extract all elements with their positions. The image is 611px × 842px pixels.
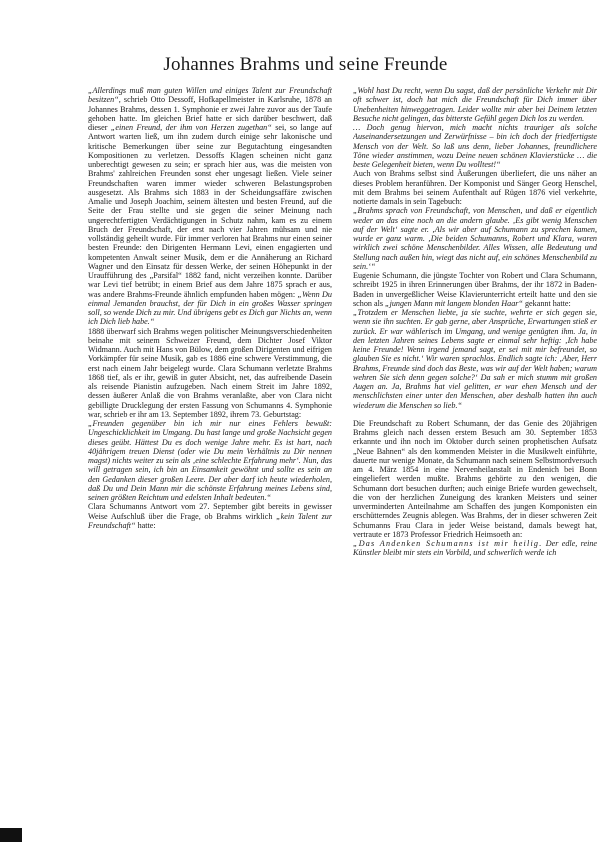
paragraph (88, 327, 332, 420)
paragraph (353, 169, 597, 206)
left-column (88, 86, 332, 826)
quote-text: „Trotzdem er Menschen liebte, ja sie suchte, wehrte er sich gegen sie, wenn sie ihn suchten. Er gab gerne, aber Ansprüche, Erwartungen stieß er zurück. Er war wählerisch im Umgang, und wenige genügten ihm. Ja, in den letzten Jahren seines Lebens sagte er einmal sehr heftig: ‚Ich habe keine Freunde! Wenn irgend jemand sagt, er sei mit mir befreundet, so glauben Sie es nicht.‘ Wir waren sprachlos. Endlich sagte ich: ‚Aber, Herr Brahms, Freunde sind doch das Beste, was wir auf der Welt haben; warum wehren Sie sich denn gegen solche?‘ Da sah er mich stumm mit großen Augen an. Ja, Brahms hat viel gelitten, er war ehen Mensch und der menschlichsten einer unter den Menschen, aber deshalb hatten ihn auch wiederum die Menschen so lieb.“ (353, 308, 597, 410)
body-text: Clara Schumanns Antwort vom 27. September gibt bereits in gewisser Weise Aufschluß über die Frage, ob Brahms wirklich (88, 502, 332, 521)
paragraph (88, 419, 332, 502)
quote-text: „Brahms sprach von Freundschaft, von Menschen, und daß er eigentlich weder an das eine noch an die andern glaube. ‚Es gibt wenig Menschen auf der Welt‘ sagte er. ‚Als wir aber auf Schumann zu sprechen kamen, wurde er ganz warm. ‚Die beiden Schumanns, Robert und Klara, waren wirklich zwei schöne Menschenbilder. Alles Wissen, alle Bedeutung und Stellung nach außen hin, wiegt das nicht auf, ein schönes Menschenbild zu sein.‘“ (353, 206, 597, 271)
body-text: sei, so lange auf Antwort warten ließ, um ihn zudem durch einige sehr lakonische und kritische Bemerkungen über seine zur Begutachtung eingesandten Kompositionen zu verletzen. Dessoffs Klagen scheinen nicht ganz unberechtigt gewesen zu sein; er sprach hier aus, was die meisten von Brahms' zahlreichen Freunden sonst eher ungesagt ließen. Viele seiner Freundschaften waren immer wieder schweren Belastungsproben ausgesetzt. Als Brahms sich 1883 in der Scheidungsaffäre zwischen Amalie und Joseph Joachim, seinem ältesten und besten Freund, auf die Seite der Frau stellte und sie gegen die seiner Meinung nach ungerechtfertigten Verdächtigungen in Schutz nahm, kam es zu einem Bruch der Freundschaft, der erst nach vier Jahren mühsam und nie vollständig geheilt wurde. Für immer verloren hat Brahms nur einen seiner besten Freunde: den Dirigenten Hermann Levi, einen engagierten und kompetenten Anwalt seiner Musik, dem er die Annäherung an Richard Wagner und den Einsatz für dessen Werke, der seinen Höhepunkt in der Uraufführung des „Parsifal“ 1882 fand, nicht verzeihen konnte. Darüber war Levi tief betrübt; in einem Brief aus dem Jahre 1875 sprach er aus, was andere Brahms-Freunde ähnlich empfunden haben mögen: (88, 123, 332, 299)
quote-text: Der edle, reine Künstler bleibt mir stets ein Vorbild, und schwerlich werde ich (353, 539, 597, 558)
paragraph (353, 539, 597, 558)
quote-text: „Freunden gegenüber bin ich mir nur eines Fehlers bewußt: Ungeschicklichkeit im Umgang. Du hast lange und große Nachsicht gegen dieses geübt. Hättest Du es doch wenige Jahre mehr. Es ist hart, nach 40jährigem treuen Dienst (oder wie Du mein Verhältnis zu Dir nennen magst) nichts weiter zu sein als ‚eine schlechte Erfahrung mehr‘. Nun, das will getragen sein, ich bin an Einsamkeit gewöhnt und sollte es sein an den Gedanken dieser großen Leere. Der aber darf ich heute wiederholen, daß Du und Dein Mann mir die schönste Erfahrung meines Lebens sind, seinen größten Reichtum und edelsten Inhalt bedeuten.“ (88, 419, 332, 502)
page-title: Johannes Brahms und seine Freunde (163, 54, 448, 75)
spaced-quote-text: „Das Andenken Schumanns ist mir heilig. (353, 539, 543, 548)
paragraph (88, 86, 332, 327)
quote-text: „Allerdings muß man guten Willen und einiges Talent zur Freundschaft besitzen“, (88, 86, 332, 105)
quote-text: „Wenn Du einmal Jemanden brauchst, der für Dich in ein großes Wasser springen soll, so wende Dich zu mir. Und übrigens gebt es Dich gar Nichts an, wenn ich Dich lieb habe.“ (88, 289, 332, 327)
body-text: schrieb Otto Dessoff, Hofkapellmeister in Karlsruhe, 1878 an Johannes Brahms, dessen 1. Symphonie er zwei Jahre zuvor aus der Taufe gehoben hatte. Im gleichen Brief hatte er sich darüber beschwert, daß dieser (88, 95, 332, 132)
paragraph (353, 271, 597, 308)
quote-text: „jungen Mann mit langem blonden Haar“ (385, 298, 523, 308)
quote-text: „kein Talent zur Freundschaft“ (88, 511, 332, 530)
right-column (353, 86, 597, 826)
quote-text: „Wohl hast Du recht, wenn Du sagst, daß der persönliche Verkehr mit Dir oft schwer ist, doch hat mich die Freundschaft für Dich immer über Unebenheiten hinweggetragen. Leider wollte mir aber bei Deinem letzten Besuche nicht gelingen, das bitterste Gefühl gegen Dich los zu werden. (353, 86, 597, 123)
body-text: hatte: (135, 520, 156, 530)
body-text: Eugenie Schumann, die jüngste Tochter von Robert und Clara Schumann, schreibt 1925 in ihren Erinnerungen über Brahms, der ihr 1872 in Baden-Baden in unvergeßlicher Weise Klavierunterricht erteilt hatte und den sie schon als (353, 271, 597, 308)
paragraph (353, 419, 597, 539)
page-corner-mark (0, 828, 22, 842)
paragraph (353, 308, 597, 410)
quote-text: „einen Freund, der ihm von Herzen zugethan“ (110, 123, 272, 132)
body-text: 1888 überwarf sich Brahms wegen politischer Meinungsverschiedenheiten beinahe mit seinem Schweizer Freund, dem Dichter Josef Viktor Widmann. Auch mit Hans von Bülow, dem großen Dirigenten und eifrigen Vorkämpfer für seine Musik, gab es 1886 eine schwere Verstimmung, die erst nach einem Jahr beigelegt wurde. Clara Schumann verletzte Brahms 1868 tief, als er ihr, gewiß in guter Absicht, net, das aufreibende Dasein als reisende Pianistin aufzugeben. Nach einem Streit im Jahre 1892, dessen äußerer Anlaß die von Brahms veranlaßte, aber von Clara nicht gebilligte Drucklegung der ersten Fassung von Schumanns 4. Symphonie war, schrieb er ihr am 13. September 1892, ihrem 73. Geburtstag: (88, 326, 332, 419)
quote-text: … Doch genug hiervon, mich macht nichts trauriger als solche Auseinandersetzungen und Zerwürfnisse – bin ich doch der friedfertigste Mensch von der Welt. So laß uns denn, lieber Johannes, freundlichere Töne wieder anstimmen, wozu Deine neuen schönen Klavierstücke … die beste Gelegenheit bieten, wenn Du wolltest!“ (353, 123, 597, 169)
paragraph (353, 206, 597, 271)
body-text: gekannt hatte: (522, 298, 571, 308)
paragraph (88, 502, 332, 530)
body-text: Auch von Brahms selbst sind Äußerungen überliefert, die uns näher an dieses Problem heranführen. Der Komponist und Sänger Georg Henschel, mit dem Brahms bei seinem Aufenthalt auf Rügen 1876 viel verkehrte, notierte damals in sein Tagebuch: (353, 169, 597, 206)
body-text: Die Freundschaft zu Robert Schumann, der das Genie des 20jährigen Brahms gleich nach dessen erstem Besuch am 30. September 1853 erkannte und ihn noch im Oktober durch seinen prophetischen Aufsatz „Neue Bahnen“ als den kommenden Meister in die Musikwelt einführte, dauerte nur wenige Monate, da Schumann nach seinem Selbstmordversuch am 4. März 1854 in eine Nervenheilanstalt in Endenich bei Bonn eingeliefert werden mußte. Brahms gehörte zu den wenigen, die Schumann dort besuchen durften; auch einige Briefe wurden gewechselt, die von der herzlichen Zuneigung des kranken Meisters und seiner unverminderten Anteilnahme am Schaffen des jungen Komponisten ein erschütterndes Zeugnis ablegen. Was Brahms, der in dieser schweren Zeit Schumanns Frau Clara in jeder Weise beistand, damals bewegt hat, vertraute er 1873 Professor Friedrich Heimsoeth an: (353, 418, 597, 539)
paragraph (353, 86, 597, 123)
paragraph (353, 123, 597, 169)
